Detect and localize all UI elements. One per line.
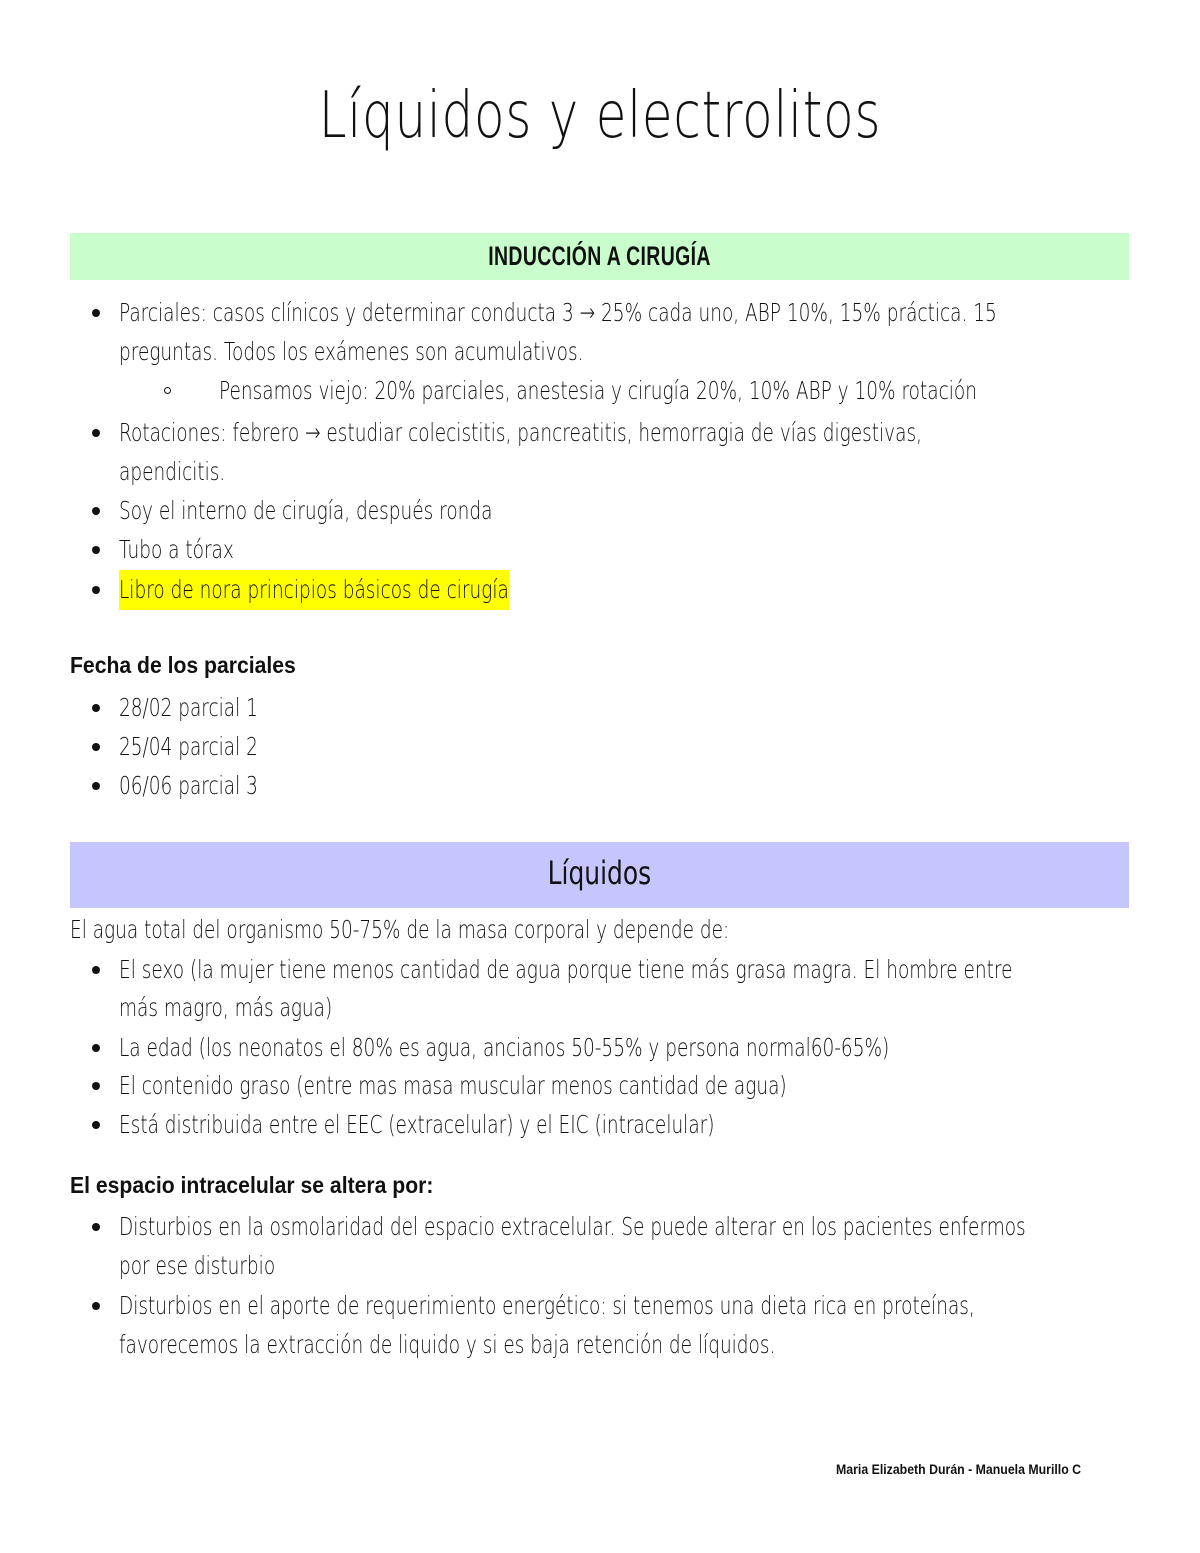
bullet-dot-icon (92, 586, 100, 594)
list-item-rotaciones-line1: Rotaciones: febrero → estudiar colecistitis, pancreatitis, hemorragia de vías digestivas, (119, 418, 922, 447)
list-item-sexo-line2: más magro, más agua) (119, 993, 333, 1022)
bullet-dot-icon (92, 429, 100, 437)
list-item-energetico-line1: Disturbios en el aporte de requerimiento energético: si tenemos una dieta rica en proteínas, (119, 1291, 975, 1320)
liquidos-intro: El agua total del organismo 50-75% de la masa corporal y depende de: (70, 915, 730, 944)
liquidos-heading: Líquidos (547, 854, 652, 892)
bullet-dot-icon (92, 546, 100, 554)
list-item-tubo: Tubo a tórax (119, 535, 234, 564)
document-title: Líquidos y electrolitos (318, 79, 882, 153)
liquidos-section-header (70, 842, 1129, 908)
fechas-heading: Fecha de los parciales (70, 652, 296, 678)
bullet-dot-icon (92, 743, 100, 751)
list-item-contenido-graso: El contenido graso (entre mas masa muscular menos cantidad de agua) (119, 1071, 787, 1100)
bullet-dot-icon (92, 1223, 100, 1231)
bullet-dot-icon (92, 507, 100, 515)
list-item-parciales-line1: Parciales: casos clínicos y determinar conducta 3 → 25% cada uno, ABP 10%, 15% práctica. 15 (119, 298, 997, 327)
list-item-sexo-line1: El sexo (la mujer tiene menos cantidad de agua porque tiene más grasa magra. El hombre entre (119, 955, 1013, 984)
bullet-dot-icon (92, 1302, 100, 1310)
footer-authors: Maria Elizabeth Durán - Manuela Murillo C (836, 1461, 1082, 1477)
bullet-dot-icon (92, 782, 100, 790)
hollow-bullet-icon (164, 387, 171, 394)
list-item-edad: La edad (los neonatos el 80% es agua, ancianos 50-55% y persona normal60-65%) (119, 1033, 890, 1062)
list-item-interno: Soy el interno de cirugía, después ronda (119, 496, 493, 525)
induccion-heading: INDUCCIÓN A CIRUGÍA (488, 241, 711, 271)
list-item-parciales-line2: preguntas. Todos los exámenes son acumulativos. (119, 337, 584, 366)
bullet-dot-icon (92, 1121, 100, 1129)
list-item-energetico-line2: favorecemos la extracción de liquido y si es baja retención de líquidos. (119, 1330, 776, 1359)
list-item-fecha-3: 06/06 parcial 3 (119, 771, 258, 800)
list-item-rotaciones-line2: apendicitis. (119, 457, 226, 486)
intracelular-heading: El espacio intracelular se altera por: (70, 1172, 434, 1198)
induccion-section-header (70, 233, 1129, 280)
bullet-dot-icon (92, 1082, 100, 1090)
bullet-dot-icon (92, 309, 100, 317)
list-item-osmolaridad-line1: Disturbios en la osmolaridad del espacio extracelular. Se puede alterar en los pacientes enfermos (119, 1212, 1026, 1241)
list-item-osmolaridad-line2: por ese disturbio (119, 1251, 276, 1280)
list-item-fecha-2: 25/04 parcial 2 (119, 732, 258, 761)
bullet-dot-icon (92, 704, 100, 712)
list-item-fecha-1: 28/02 parcial 1 (119, 693, 258, 722)
list-item-distribucion: Está distribuida entre el EEC (extracelular) y el EIC (intracelular) (119, 1110, 715, 1139)
list-subitem-pensamos: Pensamos viejo: 20% parciales, anestesia y cirugía 20%, 10% ABP y 10% rotación (219, 376, 977, 405)
bullet-dot-icon (92, 1044, 100, 1052)
bullet-dot-icon (92, 966, 100, 974)
list-item-libro-highlighted: Libro de nora principios básicos de cirugía (119, 570, 646, 610)
